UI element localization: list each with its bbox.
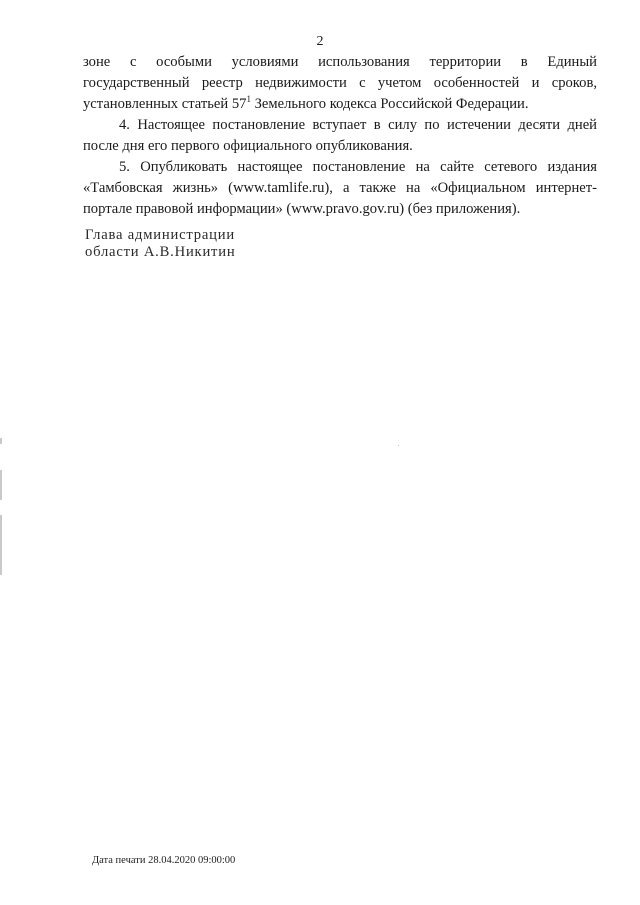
- text-fragment: установленных статьей 57: [83, 96, 247, 112]
- paragraph-line: государственный реестр недвижимости с учетом особенностей и сроков,: [83, 75, 597, 91]
- paragraph-continuation: [83, 52, 597, 115]
- signature-title: Глава администрации: [85, 227, 235, 243]
- signature-block: [85, 227, 235, 261]
- paragraph-line: зоне с особыми условиями использования территории в Единый: [83, 54, 597, 70]
- superscript: 1: [246, 94, 251, 104]
- paragraph-item-4: 4. Настоящее постановление вступает в силу по истечении десяти дней после дня его первого официального опубликования.: [83, 117, 597, 154]
- paragraph-line: 5. Опубликовать настоящее постановление на сайте сетевого издания: [119, 159, 597, 175]
- scan-margin-mark: [0, 438, 2, 444]
- scan-margin-mark: [0, 515, 2, 575]
- scan-margin-mark: [0, 470, 2, 500]
- paragraph-item-5: [83, 157, 597, 220]
- signature-name: области А.В.Никитин: [85, 244, 236, 260]
- document-body: [83, 52, 597, 220]
- print-date: Дата печати 28.04.2020 09:00:00: [92, 855, 236, 866]
- paragraph-line: [83, 94, 597, 115]
- paragraph-line: «Тамбовская жизнь» (www.tamlife.ru), а также на «Официальном интернет-: [83, 180, 597, 196]
- scan-speck: [398, 445, 399, 446]
- page-number: 2: [316, 34, 324, 49]
- paragraph-line: портале правовой информации» (www.pravo.gov.ru) (без приложения).: [83, 201, 521, 217]
- text-fragment: Земельного кодекса Российской Федерации.: [250, 96, 529, 112]
